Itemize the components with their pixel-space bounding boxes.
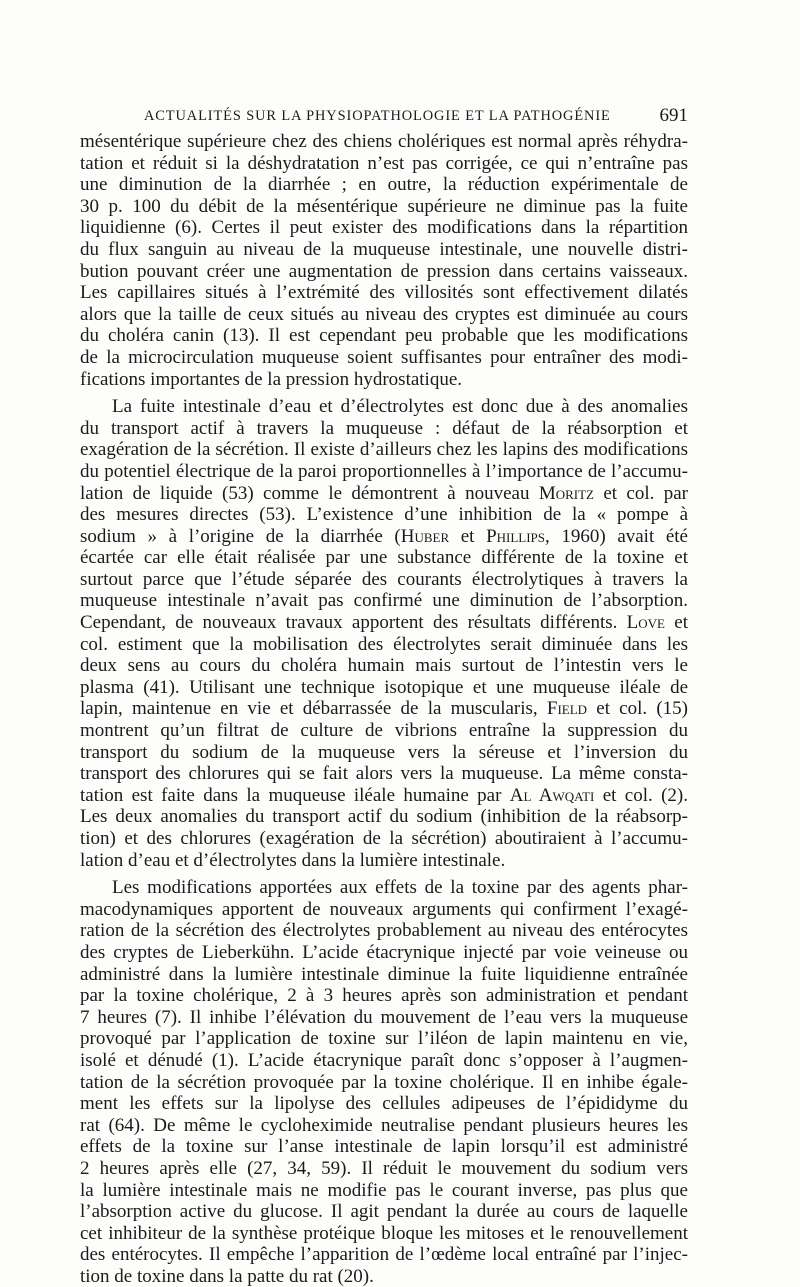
author-name: Love bbox=[626, 612, 665, 634]
paragraph bbox=[80, 131, 688, 390]
text-line: transport des chlorures qui se fait alors vers la muqueuse. La même consta- bbox=[80, 763, 688, 785]
text-line: tation de la sécrétion provoquée par la toxine cholérique. Il en inhibe égale- bbox=[80, 1071, 688, 1093]
text-line: cet inhibiteur de la synthèse protéique bloque les mitoses et le renouvellement bbox=[80, 1222, 688, 1244]
article-body bbox=[80, 131, 688, 1287]
text-line: du transport actif à travers la muqueuse : défaut de la réabsorption et bbox=[80, 417, 688, 439]
text-line: plasma (41). Utilisant une technique isotopique et une muqueuse iléale de bbox=[80, 676, 688, 698]
text-line: lapin, maintenue en vie et débarrassée de la muscularis, Field et col. (15) bbox=[80, 698, 688, 720]
text-line: du potentiel électrique de la paroi proportionnelles à l’importance de l’accumu- bbox=[80, 460, 688, 482]
text-line: bution pouvant créer une augmentation de pression dans certains vaisseaux. bbox=[80, 260, 688, 282]
text-line: mésentérique supérieure chez des chiens cholériques est normal après réhydra- bbox=[80, 131, 688, 152]
text-line: 7 heures (7). Il inhibe l’élévation du mouvement de l’eau vers la muqueuse bbox=[80, 1006, 688, 1028]
text-line: sodium » à l’origine de la diarrhée (Huber et Phillips, 1960) avait été bbox=[80, 525, 688, 547]
text-line: Les modifications apportées aux effets de la toxine par des agents phar- bbox=[112, 877, 688, 899]
text-line: fications importantes de la pression hydrostatique. bbox=[80, 368, 463, 390]
text-line: écartée car elle était réalisée par une substance différente de la toxine et bbox=[80, 547, 688, 569]
page-number: 691 bbox=[659, 105, 688, 126]
text-line: ment les effets sur la lipolyse des cellules adipeuses de l’épididyme du bbox=[80, 1093, 688, 1115]
author-name: Huber bbox=[400, 525, 450, 547]
text-line: alors que la taille de ceux situés au niveau des cryptes est diminuée au cours bbox=[80, 303, 688, 325]
text-line: col. estiment que la mobilisation des électrolytes serait diminuée dans les bbox=[80, 633, 688, 655]
text-line: effets de la toxine sur l’anse intestinale de lapin lorsqu’il est administré bbox=[80, 1136, 688, 1158]
text-line: deux sens au cours du choléra humain mais surtout de l’intestin vers le bbox=[80, 655, 688, 677]
text-line: des mesures directes (53). L’existence d’une inhibition de la « pompe à bbox=[80, 504, 688, 526]
text-line: tion de toxine dans la patte du rat (20). bbox=[80, 1265, 374, 1287]
text-line: des cryptes de Lieberkühn. L’acide étacrynique injecté par voie veineuse ou bbox=[80, 941, 688, 963]
text-line: Les capillaires situés à l’extrémité des villosités sont effectivement dilatés bbox=[80, 282, 688, 304]
text-line: lation d’eau et d’électrolytes dans la lumière intestinale. bbox=[80, 849, 506, 871]
paragraph bbox=[80, 877, 688, 1287]
text-line: muqueuse intestinale n’avait pas confirmé une diminution de l’absorption. bbox=[80, 590, 688, 612]
text-line: du flux sanguin au niveau de la muqueuse intestinale, une nouvelle distri- bbox=[80, 238, 688, 260]
text-line: du choléra canin (13). Il est cependant peu probable que les modifications bbox=[80, 325, 688, 347]
text-line: isolé et dénudé (1). L’acide étacrynique paraît donc s’opposer à l’augmen- bbox=[80, 1049, 688, 1071]
text-line: tation est faite dans la muqueuse iléale humaine par Al Awqati et col. (2). bbox=[80, 784, 688, 806]
running-head bbox=[80, 104, 688, 128]
author-name: Moritz bbox=[538, 482, 594, 504]
text-line: l’absorption active du glucose. Il agit pendant la durée au cours de laquelle bbox=[80, 1201, 688, 1223]
author-name: Phillips bbox=[486, 525, 546, 547]
text-line: une diminution de la diarrhée ; en outre, la réduction expérimentale de bbox=[80, 174, 688, 196]
text-line: de la microcirculation muqueuse soient suffisantes pour entraîner des modi- bbox=[80, 346, 688, 368]
text-line: ration de la sécrétion des électrolytes probablement au niveau des entérocytes bbox=[80, 920, 688, 942]
text-line: rat (64). De même le cycloheximide neutralise pendant plusieurs heures les bbox=[80, 1114, 688, 1136]
text-line: montrent qu’un filtrat de culture de vibrions entraîne la suppression du bbox=[80, 720, 688, 742]
text-line: par la toxine cholérique, 2 à 3 heures après son administration et pendant bbox=[80, 985, 688, 1007]
text-line: Les deux anomalies du transport actif du sodium (inhibition de la réabsorp- bbox=[80, 806, 688, 828]
text-line: exagération de la sécrétion. Il existe d’ailleurs chez les lapins des modifications bbox=[80, 439, 688, 461]
text-line: transport du sodium de la muqueuse vers la séreuse et l’inversion du bbox=[80, 741, 688, 763]
text-line: tion) et des chlorures (exagération de la sécrétion) aboutiraient à l’accumu- bbox=[80, 828, 688, 849]
author-name: Al Awqati bbox=[509, 784, 595, 806]
text-line: 2 heures après elle (27, 34, 59). Il réduit le mouvement du sodium vers bbox=[80, 1157, 688, 1179]
text-line: surtout parce que l’étude séparée des courants électrolytiques à travers la bbox=[80, 568, 688, 590]
text-line: tation et réduit si la déshydratation n’est pas corrigée, ce qui n’entraîne pas bbox=[80, 152, 688, 174]
text-line: la lumière intestinale mais ne modifie pas le courant inverse, pas plus que bbox=[80, 1179, 688, 1201]
text-line: lation de liquide (53) comme le démontrent à nouveau Moritz et col. par bbox=[80, 482, 689, 504]
text-line: macodynamiques apportent de nouveaux arguments qui confirment l’exagé- bbox=[80, 898, 688, 920]
paragraph bbox=[80, 396, 688, 871]
text-line: Cependant, de nouveaux travaux apportent des résultats différents. Love et bbox=[80, 612, 688, 634]
text-line: des entérocytes. Il empêche l’apparition de l’œdème local entraîné par l’injec- bbox=[80, 1244, 688, 1266]
author-name: Field bbox=[546, 698, 588, 720]
text-line: liquidienne (6). Certes il peut exister des modifications dans la répartition bbox=[80, 217, 688, 239]
text-line: administré dans la lumière intestinale diminue la fuite liquidienne entraînée bbox=[80, 963, 688, 985]
text-line: La fuite intestinale d’eau et d’électrolytes est donc due à des anomalies bbox=[112, 396, 688, 418]
text-line: provoqué par l’application de toxine sur l’iléon de lapin maintenu en vie, bbox=[80, 1028, 688, 1050]
text-line: 30 p. 100 du débit de la mésentérique supérieure ne diminue pas la fuite bbox=[80, 195, 688, 217]
running-title: ACTUALITÉS SUR LA PHYSIOPATHOLOGIE ET LA PATHOGÉNIE bbox=[144, 108, 611, 124]
